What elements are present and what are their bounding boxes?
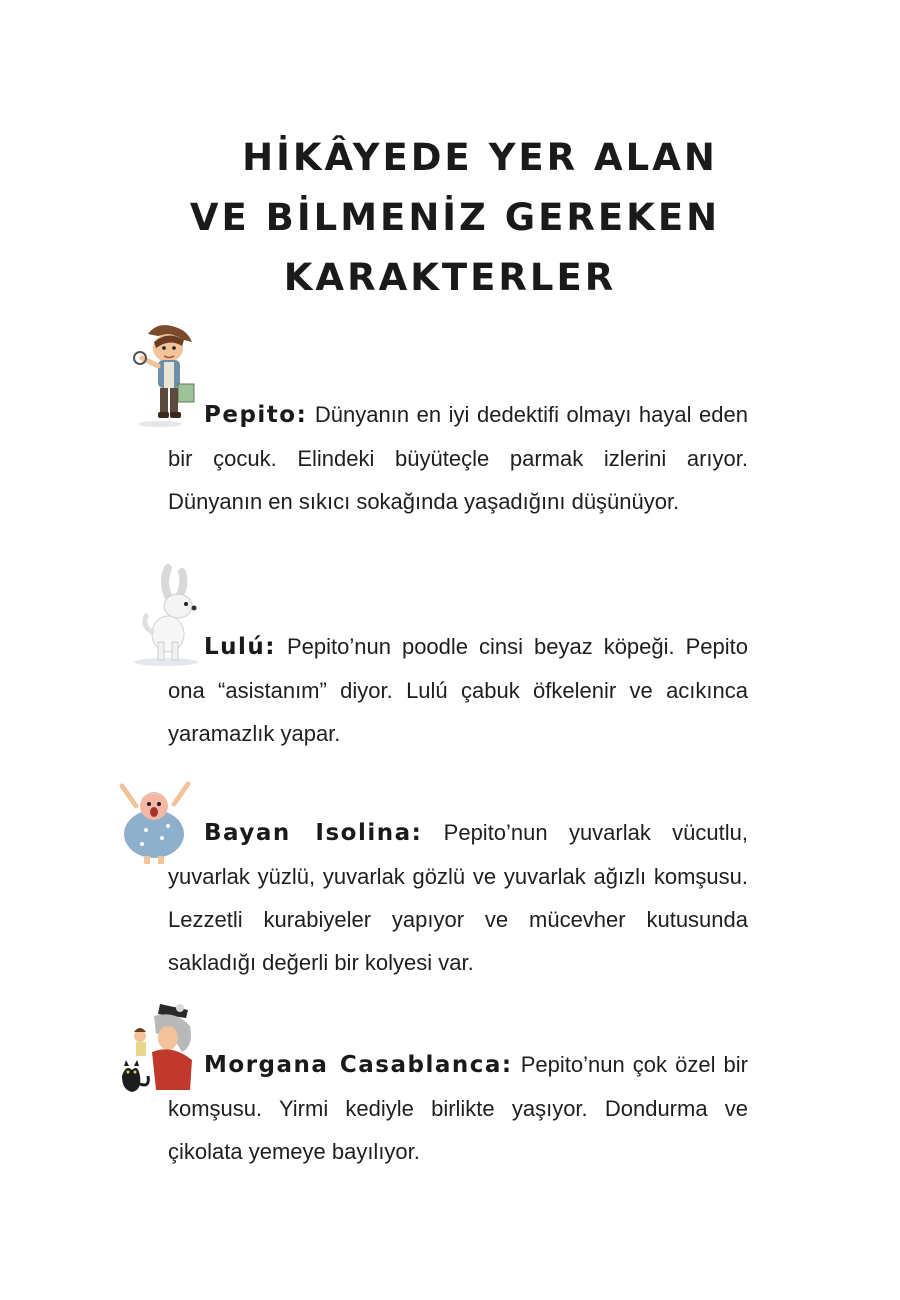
character-name: Morgana Casablanca: — [204, 1052, 513, 1078]
character-name: Pepito: — [204, 402, 308, 428]
title-line-3: KARAKTERLER — [283, 256, 617, 299]
character-description: Pepito’nun çok özel bir komşusu. Yirmi kediyle birlikte yaşıyor. Dondurma ve çikolata yemeye bayılıyor. — [168, 1052, 748, 1164]
character-description: Dünyanın en iyi dedektifi olmayı hayal eden bir çocuk. Elindeki büyüteçle parmak izlerini arıyor. Dünyanın en sıkıcı sokağında yaşadığını düşünüyor. — [168, 402, 748, 514]
character-entry-lulu — [168, 625, 748, 755]
character-entry-bayan-isolina — [168, 811, 748, 984]
title-line-1: HİKÂYEDE YER ALAN — [242, 136, 718, 179]
character-name: Lulú: — [204, 634, 276, 660]
character-entry-morgana-casablanca — [168, 1043, 748, 1173]
character-description: Pepito’nun poodle cinsi beyaz köpeği. Pepito ona “asistanım” diyor. Lulú çabuk öfkelenir ve acıkınca yaramazlık yapar. — [168, 634, 748, 746]
title-line-2: VE BİLMENİZ GEREKEN — [189, 196, 721, 239]
character-name: Bayan Isolina: — [204, 820, 423, 846]
page-title — [0, 128, 900, 308]
character-entry-pepito — [168, 393, 748, 523]
character-description: Pepito’nun yuvarlak vücutlu, yuvarlak yüzlü, yuvarlak gözlü ve yuvarlak ağızlı komşusu. Lezzetli kurabiyeler yapıyor ve mücevher kutusunda sakladığı değerli bir kolyesi var. — [168, 820, 748, 975]
